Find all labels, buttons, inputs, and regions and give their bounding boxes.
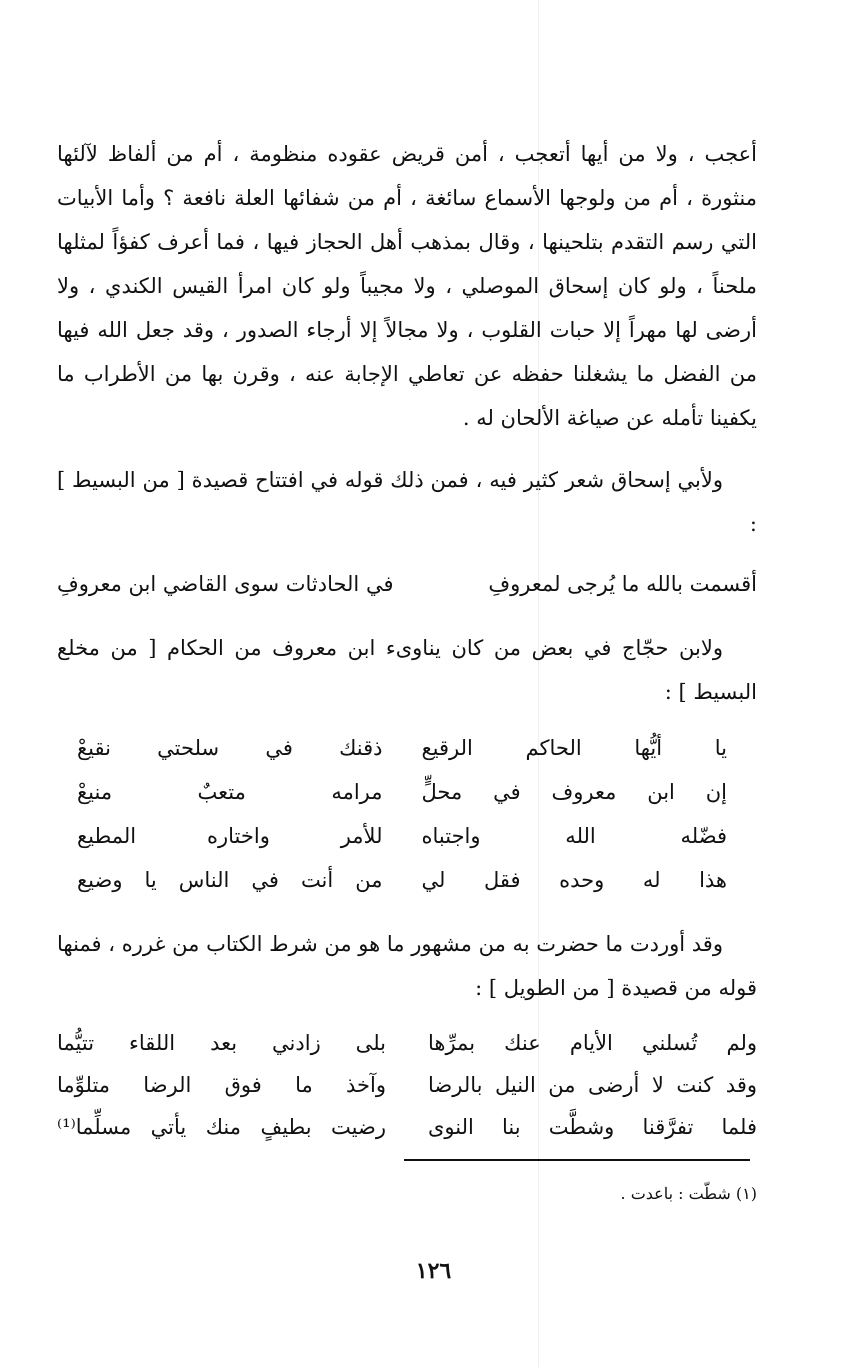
poem-first-hemistich: هذا له وحده فقل لي [421,868,727,892]
poem-first-hemistich: فضّله الله واجتباه [421,824,727,848]
paragraph-abu-ishaq-intro: ولأبي إسحاق شعر كثير فيه ، فمن ذلك قوله في افتتاح قصيدة [ من البسيط ] : [57,468,757,536]
poem-second-hemistich: من أنت في الناس يا وضيع [77,868,383,892]
poem-second-hemistich: للأمر واختاره المطيع [77,824,383,848]
poem-first-hemistich: يا أيُّها الحاكم الرقيع [421,736,727,760]
poem-second-hemistich: مرامه متعبٌ منيعْ [77,780,383,804]
verse-second-hemistich: في الحادثات سوى القاضي ابن معروفِ [57,572,394,596]
poem-line [57,1022,757,1064]
poem-first-hemistich: وقد كنت لا أرضى من النيل بالرضا [428,1073,757,1097]
poem-first-hemistich: ولم تُسلني الأيام عنك بمرِّها [428,1031,757,1055]
poem-second-hemistich: ذقنك في سلحتي نقيعْ [77,736,383,760]
paragraph-letter-praise: أعجب ، ولا من أيها أتعجب ، أمن قريض عقوده منظومة ، أم من ألفاظ لآلئها منثورة ، أم من ولوجها الأسماع سائغة ، أم من شفائها العلة نافعة ؟ وأما الأبيات التي رسم التقدم بتلحينها ، وقال بمذهب أهل الحجاز فيها ، فما أعرف كفؤاً لمثلها ملحناً ، ولو كان إسحاق الموصلي ، ولا مجيباً ولو كان امرأ القيس الكندي ، ولا أرضى لها مهراً إلا حبات القلوب ، ولا مجالاً إلا أرجاء الصدور ، وقد جعل الله فيها من الفضل ما يشغلنا حفظه عن تعاطي الإجابة عنه ، وقرن بها من الأطراب ما يكفينا تأمله عن صياغة الألحان له . [57,142,757,430]
poem-tawil [57,1022,757,1148]
poem-first-hemistich: فلما تفرَّقنا وشطَّت بنا النوى [428,1115,757,1139]
poem-second-hemistich: بلى زادني بعد اللقاء تتيُّما [57,1031,386,1055]
footnote: (١) شطّت : باعدت . [620,1184,757,1203]
poem-line [77,858,727,902]
poem-line [77,726,727,770]
poem-second-hemistich: رضيت بطيفٍ منك يأتي مسلِّما⁽¹⁾ [57,1115,386,1139]
footnote-divider [404,1159,750,1161]
verse-first-hemistich: أقسمت بالله ما يُرجى لمعروفِ [488,572,757,596]
paragraph-selection-intro: وقد أوردت ما حضرت به من مشهور ما هو من شرط الكتاب من غرره ، فمنها قوله من قصيدة [ من الطويل ] : [57,932,757,1000]
poem-line [77,770,727,814]
poem-line [57,1064,757,1106]
paragraph-ibn-hajjaj-intro: ولابن حجّاج في بعض من كان يناوىء ابن معروف من الحكام [ من مخلع البسيط ] : [57,636,757,704]
poem-mukhalla-basit [77,726,727,902]
poem-line [77,814,727,858]
poem-line [57,1106,757,1148]
poem-second-hemistich: وآخذ ما فوق الرضا متلوِّما [57,1073,386,1097]
verse-basit [57,564,757,604]
page-number: ١٢٦ [415,1258,452,1284]
poem-first-hemistich: إن ابن معروف في محلٍّ [421,780,727,804]
